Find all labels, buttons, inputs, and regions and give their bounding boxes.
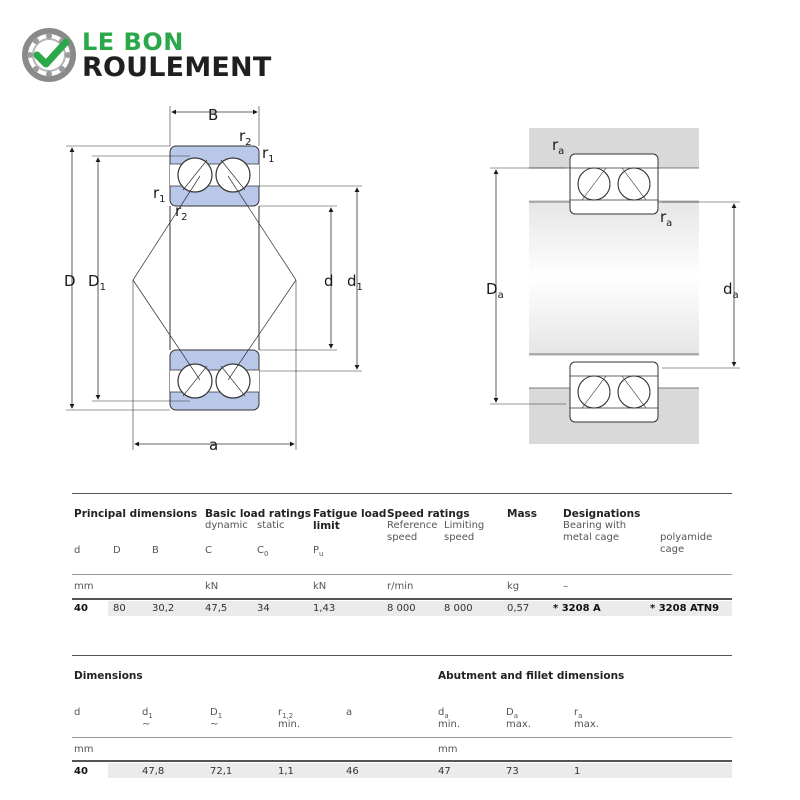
sym-C0: $C_0$: [257, 545, 269, 558]
val2-Da: 73: [506, 766, 519, 777]
cross-section-view: [64, 106, 363, 454]
label-r1-top: $r_1$: [262, 144, 275, 165]
val-D: 80: [113, 603, 126, 614]
sym2-d1: $d_1$: [142, 707, 153, 720]
label-a: a: [209, 436, 219, 454]
hdr-fatigue-limit: limit: [313, 520, 340, 532]
label-ra-top: $r_a$: [552, 136, 565, 157]
table-rule: [72, 598, 732, 600]
brand-logo: [22, 24, 302, 86]
sym2-da: $d_a$: [438, 707, 449, 720]
note2-ra: max.: [574, 719, 599, 730]
hdr-abutment: Abutment and fillet dimensions: [438, 670, 625, 682]
hdr-basic-load-ratings: Basic load ratings: [205, 508, 312, 520]
hdr-dimensions: Dimensions: [74, 670, 143, 682]
unit-rmin: r/min: [387, 581, 414, 592]
note2-D1: ~: [210, 719, 219, 730]
val2-d1: 47,8: [142, 766, 165, 777]
label-r2-top: $r_2$: [239, 127, 252, 148]
brand-name-line1: LE BON: [82, 28, 184, 56]
val-designation-metal: * 3208 A: [553, 603, 601, 614]
sym2-d: d: [74, 707, 81, 718]
unit2-mm: mm: [74, 744, 94, 755]
sym2-r12: $r_{1,2}$: [278, 707, 294, 720]
sym2-D1: $D_1$: [210, 707, 223, 720]
hdr-mass: Mass: [507, 508, 538, 520]
sub-cage: cage: [660, 544, 685, 555]
bearing-check-icon: [22, 26, 78, 84]
label-da: $d_a$: [723, 280, 739, 301]
sub-limiting: Limiting: [444, 520, 485, 531]
table-rule: [72, 737, 732, 738]
label-D1: $D_1$: [88, 272, 106, 293]
unit-kg: kg: [507, 581, 520, 592]
label-Da: $D_a$: [486, 280, 504, 301]
val2-a: 46: [346, 766, 359, 777]
sym2-ra: $r_a$: [574, 707, 583, 720]
val2-D1: 72,1: [210, 766, 233, 777]
val-designation-polyamide: * 3208 ATN9: [650, 603, 720, 614]
sub-bearing-with: Bearing with: [563, 520, 627, 531]
label-r2-left: $r_2$: [175, 202, 188, 223]
sub-static: static: [257, 520, 285, 531]
label-D: D: [64, 272, 76, 290]
val2-ra: 1: [574, 766, 581, 777]
table-rule: [72, 574, 732, 575]
hdr-designations: Designations: [563, 508, 641, 520]
note2-Da: max.: [506, 719, 531, 730]
unit-mm: mm: [74, 581, 94, 592]
label-d1: $d_1$: [347, 272, 363, 293]
table-rule: [72, 655, 732, 656]
val-mass: 0,57: [507, 603, 530, 614]
mounting-view: [486, 128, 740, 444]
sub-metal-cage: metal cage: [563, 532, 620, 543]
val-Pu: 1,43: [313, 603, 336, 614]
val2-d: 40: [74, 766, 88, 777]
note2-d1: ~: [142, 719, 151, 730]
sub-reference-speed: speed: [387, 532, 418, 543]
label-r1-left: $r_1$: [153, 184, 166, 205]
sym-C: C: [205, 545, 212, 556]
sym2-Da: $D_a$: [506, 707, 518, 720]
unit-kN-fatigue: kN: [313, 581, 327, 592]
note2-r12: min.: [278, 719, 301, 730]
sym-d: d: [74, 545, 81, 556]
hdr-fatigue-load: Fatigue load: [313, 508, 387, 520]
val-C0: 34: [257, 603, 270, 614]
unit-dash: –: [563, 581, 568, 592]
hdr-speed-ratings: Speed ratings: [387, 508, 470, 520]
unit-kN: kN: [205, 581, 219, 592]
table-row: [108, 601, 732, 616]
label-d: d: [324, 272, 334, 290]
val-d: 40: [74, 603, 88, 614]
table-rule: [72, 493, 732, 494]
sym-Pu: $P_u$: [313, 545, 324, 558]
sym2-a: a: [346, 707, 353, 718]
val2-da: 47: [438, 766, 451, 777]
sub-polyamide: polyamide: [660, 532, 713, 543]
label-ra-right: $r_a$: [660, 208, 673, 229]
note2-da: min.: [438, 719, 461, 730]
val-lim-speed: 8 000: [444, 603, 473, 614]
brand-name-line2: ROULEMENT: [82, 52, 272, 83]
sub-reference: Reference: [387, 520, 438, 531]
sym-D: D: [113, 545, 121, 556]
sub-limiting-speed: speed: [444, 532, 475, 543]
val-B: 30,2: [152, 603, 175, 614]
val2-r12: 1,1: [278, 766, 294, 777]
sym-B: B: [152, 545, 159, 556]
val-ref-speed: 8 000: [387, 603, 416, 614]
label-B: B: [208, 106, 219, 124]
sub-dynamic: dynamic: [205, 520, 248, 531]
hdr-principal-dimensions: Principal dimensions: [74, 508, 198, 520]
table-rule: [72, 760, 732, 762]
val-C: 47,5: [205, 603, 228, 614]
bearing-drawing: [0, 90, 800, 460]
table-row: [108, 763, 732, 778]
unit2-mm-abutment: mm: [438, 744, 458, 755]
